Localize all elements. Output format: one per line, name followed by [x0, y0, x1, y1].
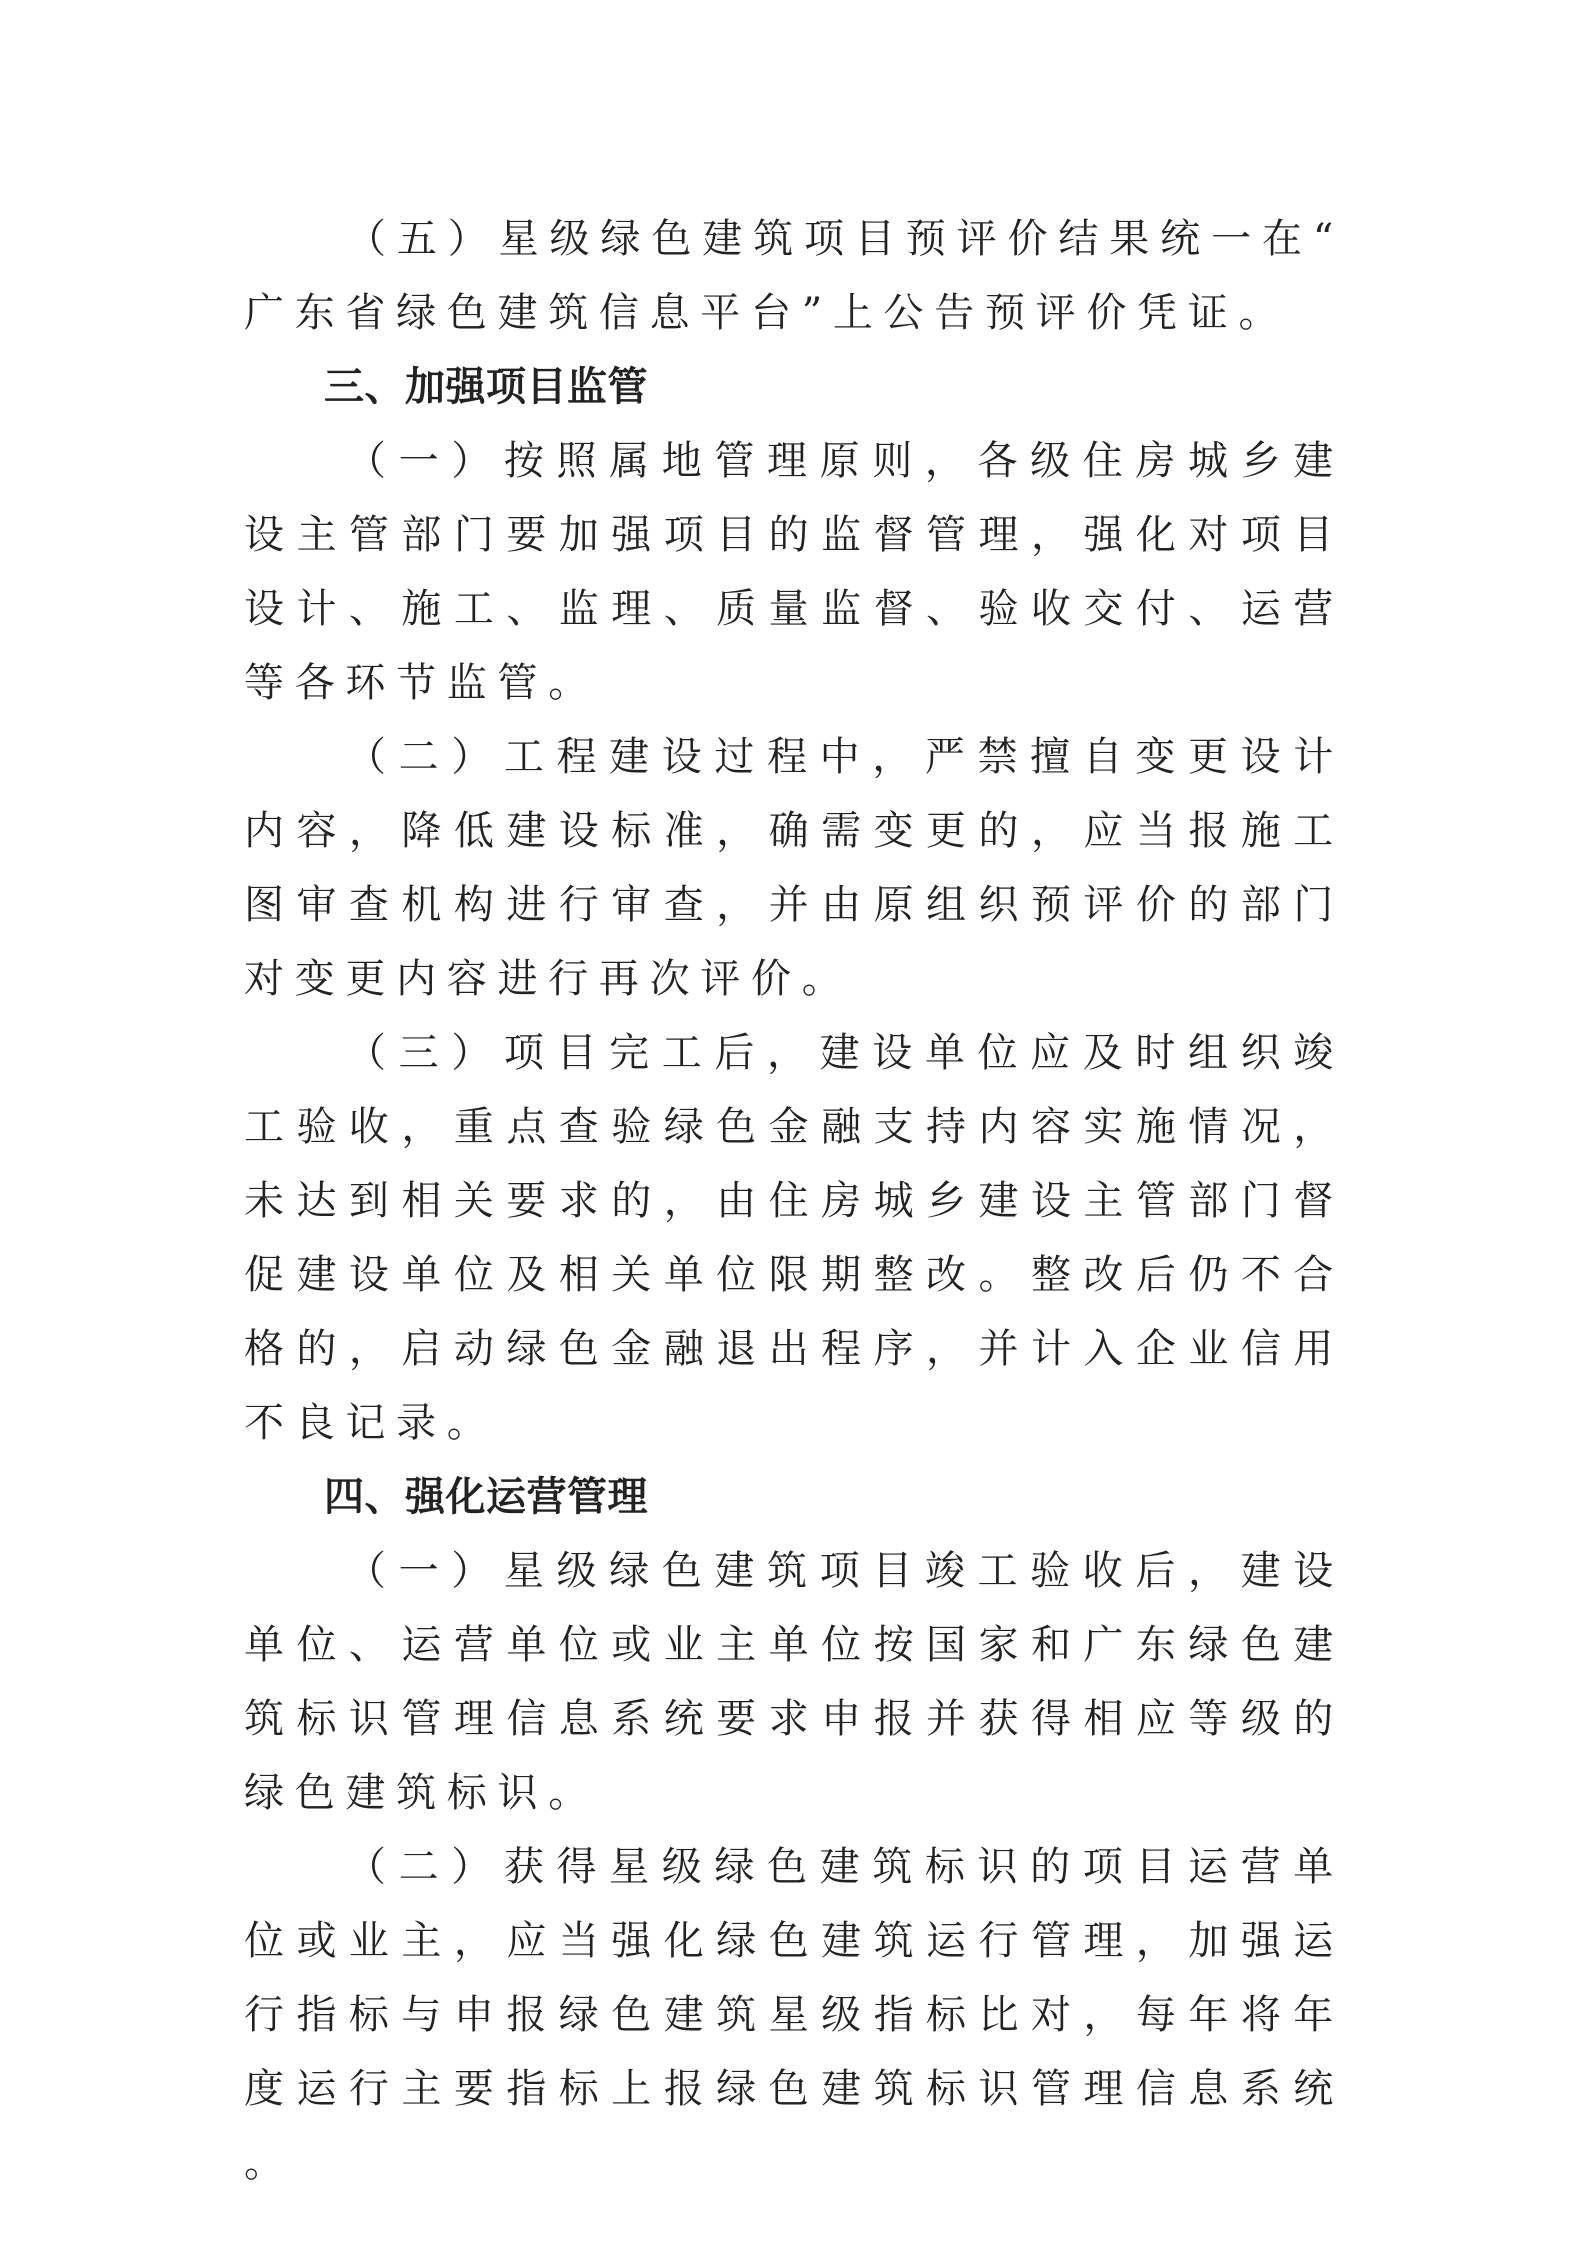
paragraph-section-3-item-2: （二）工程建设过程中，严禁擅自变更设计内容，降低建设标准，确需变更的，应当报施工图审查机构进行审查，并由原组织预评价的部门对变更内容进行再次评价。	[244, 734, 1344, 1002]
paragraph-section-3-item-3: （三）项目完工后，建设单位应及时组织竣工验收，重点查验绿色金融支持内容实施情况，未达到相关要求的，由住房城乡建设主管部门督促建设单位及相关单位限期整改。整改后仍不合格的，启动绿色金融退出程序，并计入企业信用不良记录。	[244, 1030, 1344, 1446]
paragraph-section-3-item-1: （一）按照属地管理原则，各级住房城乡建设主管部门要加强项目的监督管理，强化对项目设计、施工、监理、质量监督、验收交付、运营等各环节监管。	[244, 438, 1344, 706]
paragraph-section-2-item-5: （五）星级绿色建筑项目预评价结果统一在“广东省绿色建筑信息平台”上公告预评价凭证。	[244, 216, 1344, 336]
document-body	[244, 202, 1344, 2200]
section-heading-4: 四、强化运营管理	[324, 1474, 648, 1520]
paragraph-section-4-item-1: （一）星级绿色建筑项目竣工验收后，建设单位、运营单位或业主单位按国家和广东绿色建筑标识管理信息系统要求申报并获得相应等级的绿色建筑标识。	[244, 1548, 1344, 1816]
section-heading-3: 三、加强项目监管	[324, 364, 648, 410]
paragraph-section-4-item-2: （二）获得星级绿色建筑标识的项目运营单位或业主，应当强化绿色建筑运行管理，加强运行指标与申报绿色建筑星级指标比对，每年将年度运行主要指标上报绿色建筑标识管理信息系统。	[244, 1844, 1344, 2186]
